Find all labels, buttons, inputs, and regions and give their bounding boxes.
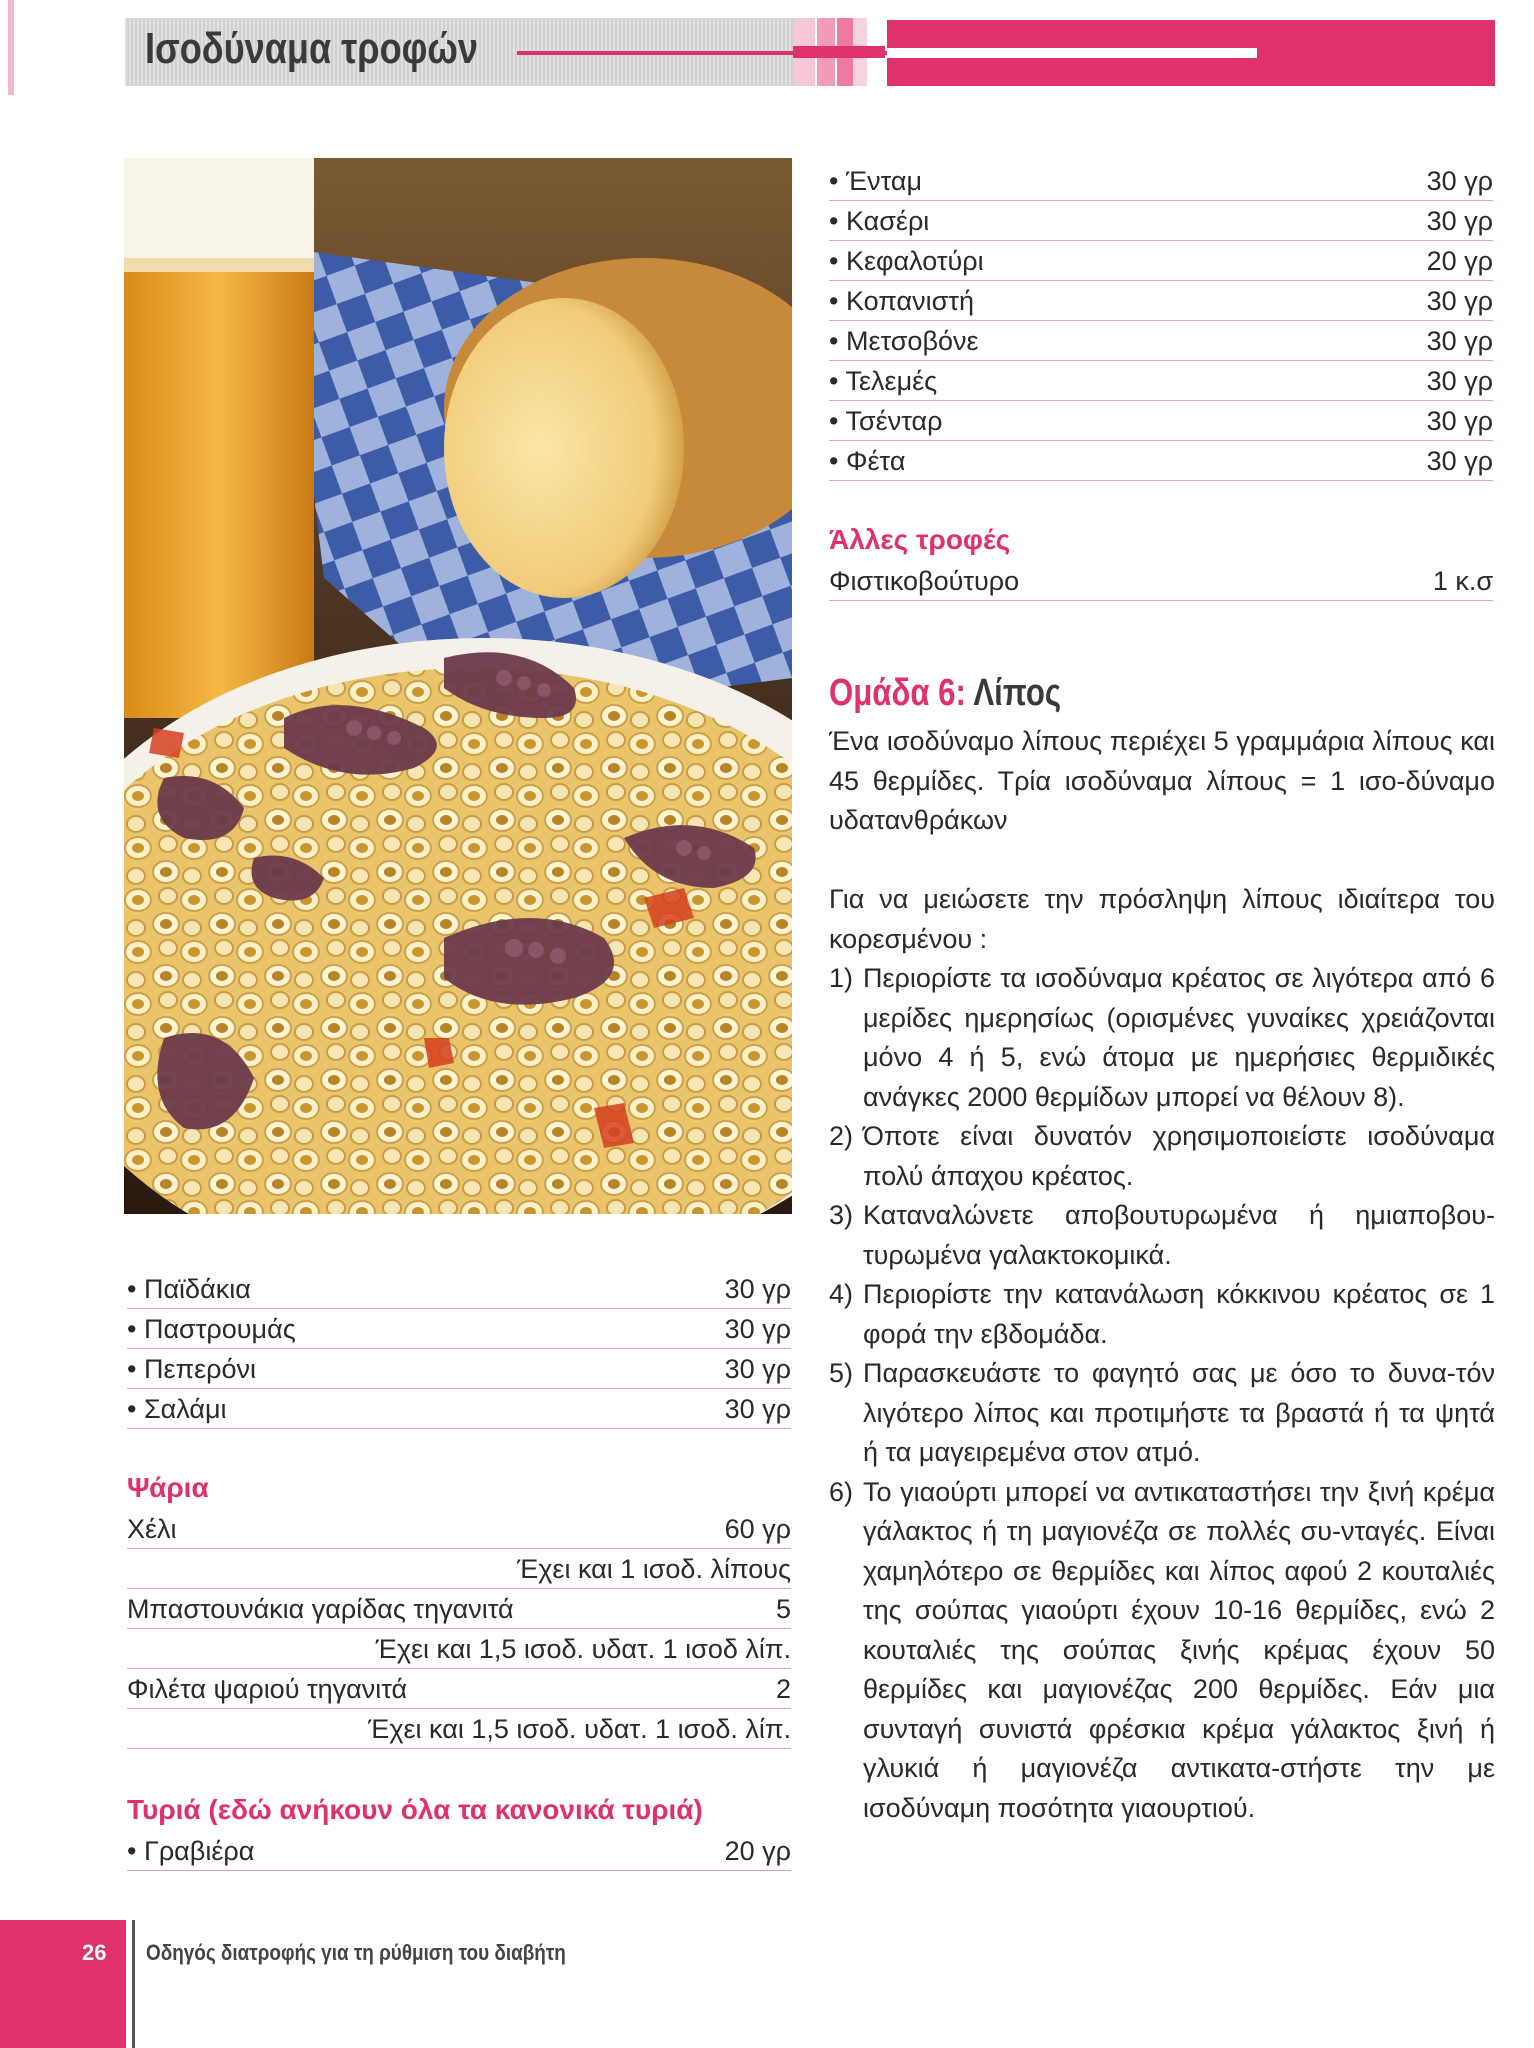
list-item (829, 200, 1493, 241)
list-item (829, 440, 1493, 481)
list-item (127, 1508, 791, 1549)
item-name: • Σαλάμι (127, 1394, 227, 1424)
item-name: Χέλι (127, 1514, 177, 1544)
page-title: Ισοδύναμα τροφών (145, 24, 478, 73)
item-quantity: 30 γρ (1426, 446, 1493, 476)
footer-book-title: Οδηγός διατροφής για τη ρύθμιση του διαβήτη (146, 1940, 566, 1965)
list-item (127, 1668, 791, 1709)
item-quantity: 20 γρ (724, 1836, 791, 1866)
item-quantity: 2 (775, 1674, 791, 1704)
list-item (829, 1275, 1495, 1354)
tip-number: 4) (829, 1279, 854, 1309)
item-name: • Κοπανιστή (829, 286, 974, 316)
list-item (127, 1830, 791, 1871)
item-name: Μπαστουνάκια γαρίδας τηγανιτά (127, 1594, 514, 1624)
tip-number: 3) (829, 1200, 854, 1230)
item-name: • Γραβιέρα (127, 1836, 255, 1866)
list-item (829, 1354, 1495, 1473)
item-quantity: 30 γρ (724, 1394, 791, 1424)
item-quantity: 30 γρ (724, 1274, 791, 1304)
item-name: • Κασέρι (829, 206, 930, 236)
item-name: • Μετσοβόνε (829, 326, 979, 356)
list-item (829, 560, 1493, 601)
item-name: Φιστικοβούτυρο (829, 566, 1020, 596)
item-name: Φιλέτα ψαριού τηγανιτά (127, 1674, 408, 1704)
item-note: Έχει και 1,5 ισοδ. υδατ. 1 ισοδ λίπ. (375, 1634, 791, 1664)
group-intro-paragraph: Ένα ισοδύναμο λίπους περιέχει 5 γραμμάρια λίπους και 45 θερμίδες. Τρία ισοδύναμα λίπους = 1 ισο-δύναμο υδατανθράκων (829, 726, 1495, 835)
item-name: • Τσένταρ (829, 406, 943, 436)
tips-list (829, 959, 1495, 1828)
page-header (125, 18, 1495, 86)
tip-text: Όποτε είναι δυνατόν χρησιμοποιείστε ισοδύναμα πολύ άπαχου κρέατος. (863, 1121, 1495, 1191)
tip-number: 6) (829, 1476, 854, 1507)
item-name: • Φέτα (829, 446, 906, 476)
item-name: • Τελεμές (829, 366, 938, 396)
item-quantity: 30 γρ (724, 1314, 791, 1344)
list-item (127, 1388, 791, 1429)
list-item (829, 400, 1493, 441)
page-edge-strip (8, 0, 14, 95)
food-photo (124, 158, 792, 1214)
footer-page-tab (0, 1920, 126, 2048)
item-quantity: 30 γρ (1426, 286, 1493, 316)
item-quantity: 1 κ.σ (1432, 566, 1493, 596)
item-quantity: 30 γρ (724, 1354, 791, 1384)
item-name: • Κεφαλοτύρι (829, 246, 984, 276)
header-white-stripe (887, 48, 1257, 58)
list-item-note (127, 1628, 791, 1669)
tip-number: 2) (829, 1121, 854, 1151)
list-item (829, 360, 1493, 401)
section-heading-cheeses: Τυριά (εδώ ανήκουν όλα τα κανονικά τυριά) (127, 1794, 703, 1825)
list-item (829, 280, 1493, 321)
item-name: • Παστρουμάς (127, 1314, 296, 1344)
section-heading-other-foods: Άλλες τροφές (829, 524, 1011, 555)
list-item (829, 1196, 1495, 1275)
list-item (127, 1348, 791, 1389)
list-item (127, 1268, 791, 1309)
tip-text: Καταναλώνετε αποβουτυρωμένα ή ημιαποβου-τυρωμένα γαλακτοκομικά. (863, 1200, 1495, 1270)
item-quantity: 30 γρ (1426, 206, 1493, 236)
list-item-note (127, 1708, 791, 1749)
list-item (829, 160, 1493, 201)
list-item (829, 1117, 1495, 1196)
tip-text: Το γιαούρτι μπορεί να αντικαταστήσει την ξινή κρέμα γάλακτος ή τη μαγιονέζα σε πολλές συ-νταγές. Είναι χαμηλότερο σε θερμίδες και λίπος αφού 2 κουταλιές της σούπας γιαούρτι έχουν 10-16 θερμίδες, ενώ 2 κουταλιές της σούπας ξινής κρέμας έχουν 50 θερμίδες και μαγιονέζας 200 θερμίδες. Εάν μια συνταγή συνιστά φρέσκια κρέμα γάλακτος ξινή ή γλυκιά ή μαγιονέζα αντικατα-στήστε την με ισοδύναμη ποσότητα γιαουρτιού. (863, 1476, 1495, 1823)
item-quantity: 5 (775, 1594, 791, 1624)
item-quantity: 20 γρ (1426, 246, 1493, 276)
tips-lead-paragraph: Για να μειώσετε την πρόσληψη λίπους ιδιαίτερα του κορεσμένου : (829, 884, 1495, 954)
item-quantity: 60 γρ (724, 1514, 791, 1544)
item-quantity: 30 γρ (1426, 326, 1493, 356)
list-item (829, 240, 1493, 281)
item-quantity: 30 γρ (1426, 366, 1493, 396)
tip-text: Περιορίστε την κατανάλωση κόκκινου κρέατος σε 1 φορά την εβδομάδα. (863, 1279, 1495, 1349)
list-item (829, 959, 1495, 1117)
tip-number: 1) (829, 963, 854, 993)
item-name: • Ένταμ (829, 166, 923, 196)
page-number: 26 (82, 1940, 107, 1965)
item-name: • Πεπερόνι (127, 1354, 257, 1384)
list-item (829, 320, 1493, 361)
item-note: Έχει και 1 ισοδ. λίπους (517, 1554, 791, 1584)
list-item (127, 1308, 791, 1349)
item-quantity: 30 γρ (1426, 166, 1493, 196)
item-note: Έχει και 1,5 ισοδ. υδατ. 1 ισοδ. λίπ. (368, 1714, 791, 1744)
section-heading-fish: Ψάρια (127, 1472, 209, 1503)
list-item-note (127, 1548, 791, 1589)
tip-text: Περιορίστε τα ισοδύναμα κρέατος σε λιγότερα από 6 μερίδες ημερησίως (ορισμένες γυναίκες χρειάζονται μόνο 4 ή 5, ενώ άτομα με ημερήσιες θερμιδικές ανάγκες 2000 θερμίδων μπορεί να θέλουν 8). (863, 963, 1495, 1112)
group-name: Λίπος (973, 672, 1062, 714)
tip-text: Παρασκευάστε το φαγητό σας με όσο το δυνα-τόν λιγότερο λίπος και προτιμήστε τα βραστά ή τα ψητά ή τα μαγειρεμένα στον ατμό. (863, 1358, 1495, 1467)
list-item (127, 1588, 791, 1629)
group-prefix: Ομάδα 6: (829, 672, 966, 714)
footer-divider (132, 1920, 135, 2048)
list-item (829, 1473, 1495, 1829)
tip-number: 5) (829, 1358, 854, 1388)
item-name: • Παϊδάκια (127, 1274, 251, 1304)
group-title (829, 672, 1061, 715)
item-quantity: 30 γρ (1426, 406, 1493, 436)
